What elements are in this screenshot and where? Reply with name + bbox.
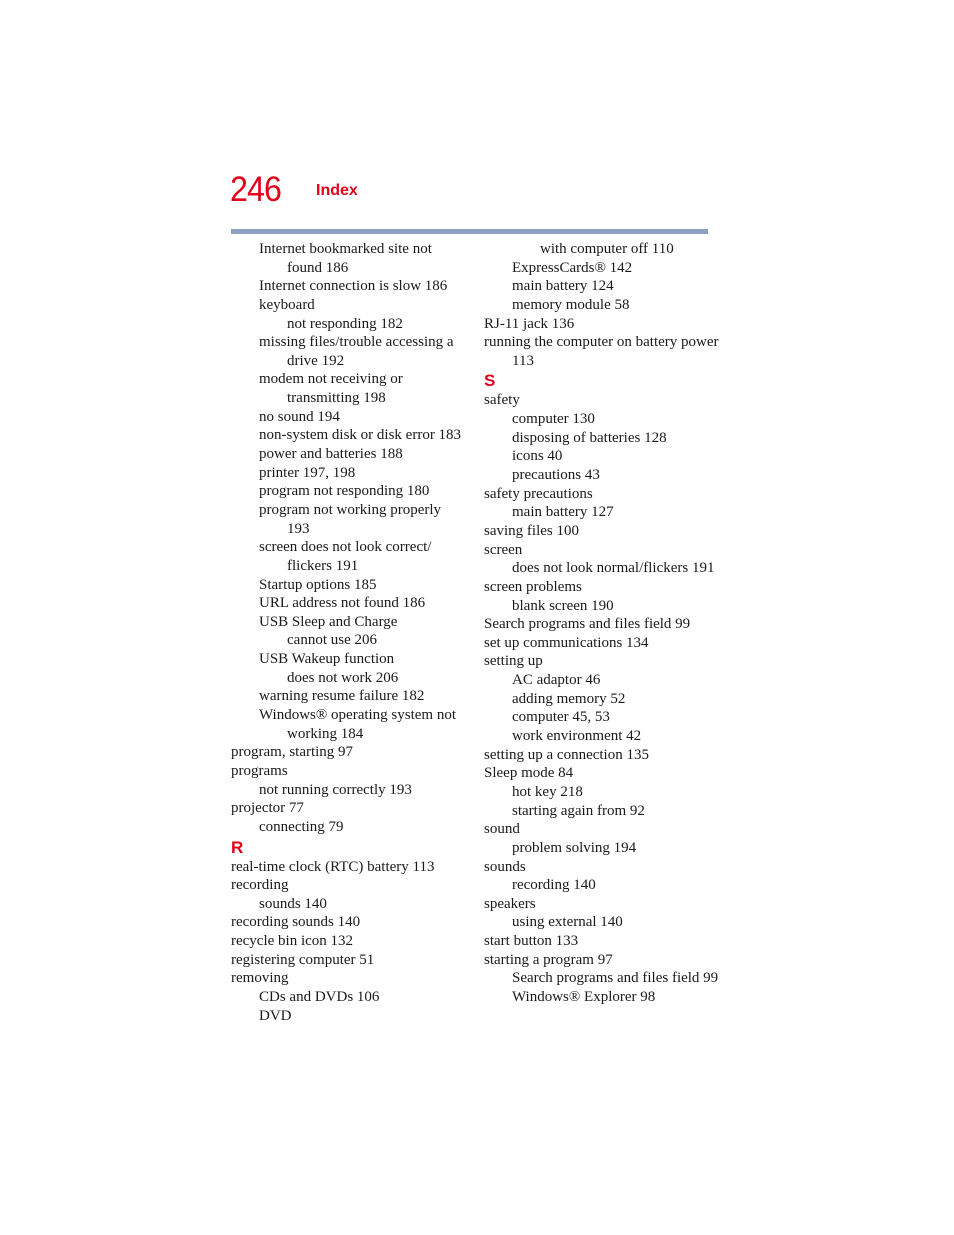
index-subentry: with computer off 110 xyxy=(540,241,674,257)
index-subentry: problem solving 194 xyxy=(512,839,637,856)
index-subentry: AC adaptor 46 xyxy=(512,672,601,689)
index-subentry: recording 140 xyxy=(512,877,596,894)
index-subentry: main battery 124 xyxy=(512,278,614,295)
index-subentry: Startup options 185 xyxy=(259,576,377,593)
index-subentry: printer 197, 198 xyxy=(259,464,356,481)
index-subentry: computer 45, 53 xyxy=(512,709,610,726)
index-entry: running the computer on battery power xyxy=(484,334,719,351)
index-entry: Sleep mode 84 xyxy=(484,765,574,782)
index-subentry: precautions 43 xyxy=(512,467,600,484)
index-subentry: no sound 194 xyxy=(259,408,340,425)
index-entry: registering computer 51 xyxy=(231,951,375,968)
index-subentry: USB Sleep and Charge xyxy=(259,613,398,630)
index-letter-heading: R xyxy=(231,837,244,857)
index-entry: recording sounds 140 xyxy=(231,914,361,931)
index-entry: projector 77 xyxy=(231,800,304,817)
index-entry: RJ-11 jack 136 xyxy=(484,315,575,332)
index-subentry: work environment 42 xyxy=(512,728,642,745)
index-entry: safety xyxy=(484,392,520,409)
index-subentry: power and batteries 188 xyxy=(259,446,403,463)
index-subentry: drive 192 xyxy=(287,352,345,369)
index-subentry: screen does not look correct/ xyxy=(259,539,432,556)
index-entry: start button 133 xyxy=(484,933,579,950)
index-entry: Search programs and files field 99 xyxy=(484,616,691,633)
index-entry: set up communications 134 xyxy=(484,634,649,651)
index-subentry: memory module 58 xyxy=(512,296,630,313)
index-subentry: adding memory 52 xyxy=(512,690,626,707)
index-subentry: Windows® operating system not xyxy=(259,707,457,724)
index-entry: setting up a connection 135 xyxy=(484,746,649,763)
index-letter-heading: S xyxy=(484,371,496,391)
index-subentry: program not working properly xyxy=(259,501,442,518)
header-rule xyxy=(231,229,708,234)
index-entry: screen xyxy=(484,541,523,558)
index-entry: program, starting 97 xyxy=(231,744,354,761)
index-subentry: using external 140 xyxy=(512,914,623,931)
index-subentry: transmitting 198 xyxy=(287,390,386,407)
index-subentry: 113 xyxy=(512,352,534,369)
index-subentry: flickers 191 xyxy=(287,557,359,574)
index-subentry: keyboard xyxy=(259,296,315,313)
index-subentry: icons 40 xyxy=(512,448,563,465)
index-subentry: Windows® Explorer 98 xyxy=(512,988,656,1005)
index-entry: removing xyxy=(231,970,289,987)
index-subentry: hot key 218 xyxy=(512,783,583,800)
index-subentry: Internet connection is slow 186 xyxy=(259,278,448,295)
index-subentry: starting again from 92 xyxy=(512,802,645,819)
index-subentry: missing files/trouble accessing a xyxy=(259,334,454,351)
section-title: Index xyxy=(316,182,358,199)
index-subentry: non-system disk or disk error 183 xyxy=(259,427,462,444)
index-subentry: found 186 xyxy=(287,259,349,276)
index-entry: real-time clock (RTC) battery 113 xyxy=(231,858,435,875)
index-entry: recording xyxy=(231,877,289,894)
index-subentry: CDs and DVDs 106 xyxy=(259,988,380,1005)
index-subentry: does not work 206 xyxy=(287,669,399,686)
index-subentry: working 184 xyxy=(287,725,364,742)
index-subentry: computer 130 xyxy=(512,411,595,428)
index-entry: speakers xyxy=(484,895,536,912)
index-subentry: URL address not found 186 xyxy=(259,595,426,612)
index-subentry: 193 xyxy=(287,520,310,537)
index-entry: programs xyxy=(231,762,288,779)
index-subentry: not running correctly 193 xyxy=(259,781,412,798)
index-entry: saving files 100 xyxy=(484,522,579,539)
index-subentry: USB Wakeup function xyxy=(259,651,395,668)
index-entry: recycle bin icon 132 xyxy=(231,933,354,950)
index-subentry: disposing of batteries 128 xyxy=(512,429,667,446)
index-subentry: DVD xyxy=(259,1007,292,1024)
index-subentry: main battery 127 xyxy=(512,504,614,521)
index-entry: starting a program 97 xyxy=(484,951,613,968)
index-entry: sound xyxy=(484,821,520,838)
index-subentry: blank screen 190 xyxy=(512,597,614,614)
index-subentry: connecting 79 xyxy=(259,818,344,835)
index-subentry: modem not receiving or xyxy=(259,371,403,388)
index-subentry: does not look normal/flickers 191 xyxy=(512,560,715,577)
index-column-left xyxy=(231,240,471,1025)
index-subentry: program not responding 180 xyxy=(259,483,430,500)
page-number: 246 xyxy=(230,170,281,209)
index-entry: setting up xyxy=(484,653,543,670)
index-subentry: cannot use 206 xyxy=(287,632,377,649)
index-subentry: Search programs and files field 99 xyxy=(512,970,719,987)
index-entry: screen problems xyxy=(484,578,582,595)
index-column-right xyxy=(484,240,724,1007)
index-entry: safety precautions xyxy=(484,485,593,502)
index-subentry: Internet bookmarked site not xyxy=(259,241,432,257)
index-subentry: warning resume failure 182 xyxy=(259,688,425,705)
index-subentry: ExpressCards® 142 xyxy=(512,259,633,276)
index-subentry: not responding 182 xyxy=(287,315,403,332)
index-entry: sounds xyxy=(484,858,526,875)
index-subentry: sounds 140 xyxy=(259,895,327,912)
